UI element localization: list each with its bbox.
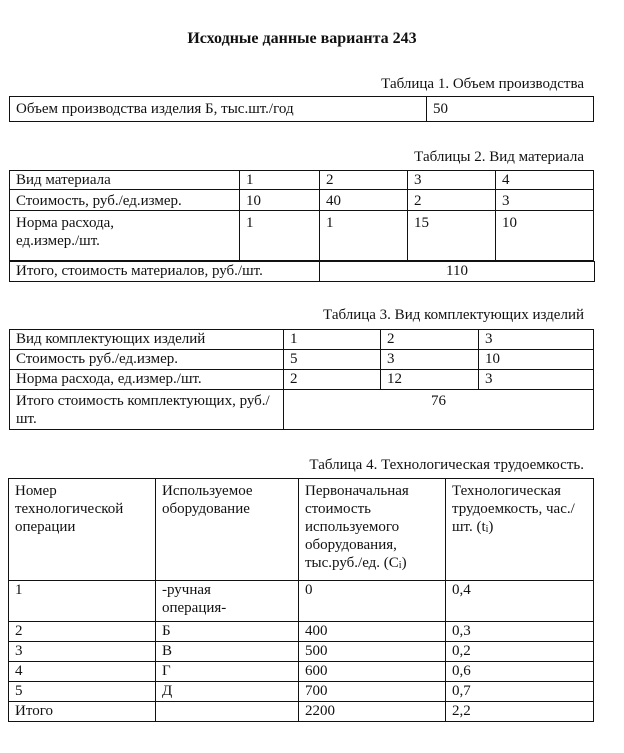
labor-intensity: 0,2 — [446, 642, 594, 662]
table-cell: 2 — [284, 370, 381, 390]
table-row — [10, 190, 594, 211]
operation-number: 5 — [9, 682, 156, 702]
table-cell: 1 — [240, 171, 320, 190]
equipment-cost: 500 — [299, 642, 446, 662]
material-type-label: Вид материала — [10, 171, 240, 190]
table-row — [9, 642, 594, 662]
table-row — [10, 330, 594, 350]
material-consumption-label: Норма расхода, ед.измер./шт. — [10, 211, 240, 261]
table-cell: 10 — [496, 211, 594, 261]
table2-caption: Таблицы 2. Вид материала — [414, 149, 584, 165]
materials-total-label: Итого, стоимость материалов, руб./шт. — [10, 262, 320, 282]
table4-caption: Таблица 4. Технологическая трудоемкость. — [309, 457, 584, 473]
table-cell: 2 — [320, 171, 408, 190]
table1-caption: Таблица 1. Объем производства — [381, 76, 584, 92]
table-cell: 15 — [408, 211, 496, 261]
document-title: Исходные данные варианта 243 — [187, 30, 417, 47]
table-cell: 40 — [320, 190, 408, 211]
total-equipment-cost: 2200 — [299, 702, 446, 722]
equipment: -ручная операция- — [156, 581, 299, 622]
header-equipment-cost: Первоначальная стоимость используемого оборудования, тыс.руб./ед. $(C_i)$ — [299, 479, 446, 581]
table-row — [10, 171, 594, 190]
component-type-label: Вид комплектующих изделий — [10, 330, 284, 350]
table-cell: 3 — [479, 370, 594, 390]
component-consumption-label: Норма расхода, ед.измер./шт. — [10, 370, 284, 390]
header-equipment: Используемое оборудование — [156, 479, 299, 581]
total-equipment — [156, 702, 299, 722]
labor-intensity: 0,3 — [446, 622, 594, 642]
components-total-value: 76 — [284, 390, 594, 430]
table-row — [9, 622, 594, 642]
header-labor-intensity: Технологическая трудоемкость, час./шт. $(t_i)$ — [446, 479, 594, 581]
table2-materials — [9, 170, 594, 261]
operation-number: 3 — [9, 642, 156, 662]
table2-total — [9, 261, 595, 282]
table-header-row — [9, 479, 594, 581]
table-cell: 10 — [240, 190, 320, 211]
table-cell: 5 — [284, 350, 381, 370]
table3-components — [9, 329, 594, 430]
table-row — [10, 390, 594, 430]
table-row — [9, 682, 594, 702]
material-cost-label: Стоимость, руб./ед.измер. — [10, 190, 240, 211]
table4-labor-intensity — [8, 478, 594, 722]
table-cell: 2 — [408, 190, 496, 211]
table-row — [10, 350, 594, 370]
table-cell: 1 — [240, 211, 320, 261]
equipment-cost: 600 — [299, 662, 446, 682]
total-label: Итого — [9, 702, 156, 722]
table-row — [9, 581, 594, 622]
equipment: Г — [156, 662, 299, 682]
materials-total-value: 110 — [320, 262, 595, 282]
table3-caption: Таблица 3. Вид комплектующих изделий — [323, 307, 584, 323]
equipment-cost: 700 — [299, 682, 446, 702]
labor-intensity: 0,6 — [446, 662, 594, 682]
table-row — [10, 211, 594, 261]
table-cell: 3 — [479, 330, 594, 350]
table-row — [9, 662, 594, 682]
labor-intensity: 0,7 — [446, 682, 594, 702]
table-cell: 2 — [381, 330, 479, 350]
table-cell: 3 — [381, 350, 479, 370]
table-cell: 3 — [496, 190, 594, 211]
table-row — [10, 97, 594, 122]
table-total-row — [9, 702, 594, 722]
equipment: Д — [156, 682, 299, 702]
header-operation-number: Номер технологической операции — [9, 479, 156, 581]
table-cell: 4 — [496, 171, 594, 190]
table-cell: 3 — [408, 171, 496, 190]
production-volume-value: 50 — [427, 97, 594, 122]
components-total-label: Итого стоимость комплектующих, руб./шт. — [10, 390, 284, 430]
table-row — [10, 262, 595, 282]
equipment: Б — [156, 622, 299, 642]
table-cell: 1 — [284, 330, 381, 350]
table-cell: 1 — [320, 211, 408, 261]
table-cell: 10 — [479, 350, 594, 370]
table1-production-volume — [9, 96, 594, 122]
table-cell: 12 — [381, 370, 479, 390]
operation-number: 4 — [9, 662, 156, 682]
equipment-cost: 0 — [299, 581, 446, 622]
operation-number: 1 — [9, 581, 156, 622]
operation-number: 2 — [9, 622, 156, 642]
equipment: В — [156, 642, 299, 662]
component-cost-label: Стоимость руб./ед.измер. — [10, 350, 284, 370]
production-volume-label: Объем производства изделия Б, тыс.шт./год — [10, 97, 427, 122]
total-labor-intensity: 2,2 — [446, 702, 594, 722]
equipment-cost: 400 — [299, 622, 446, 642]
labor-intensity: 0,4 — [446, 581, 594, 622]
table-row — [10, 370, 594, 390]
